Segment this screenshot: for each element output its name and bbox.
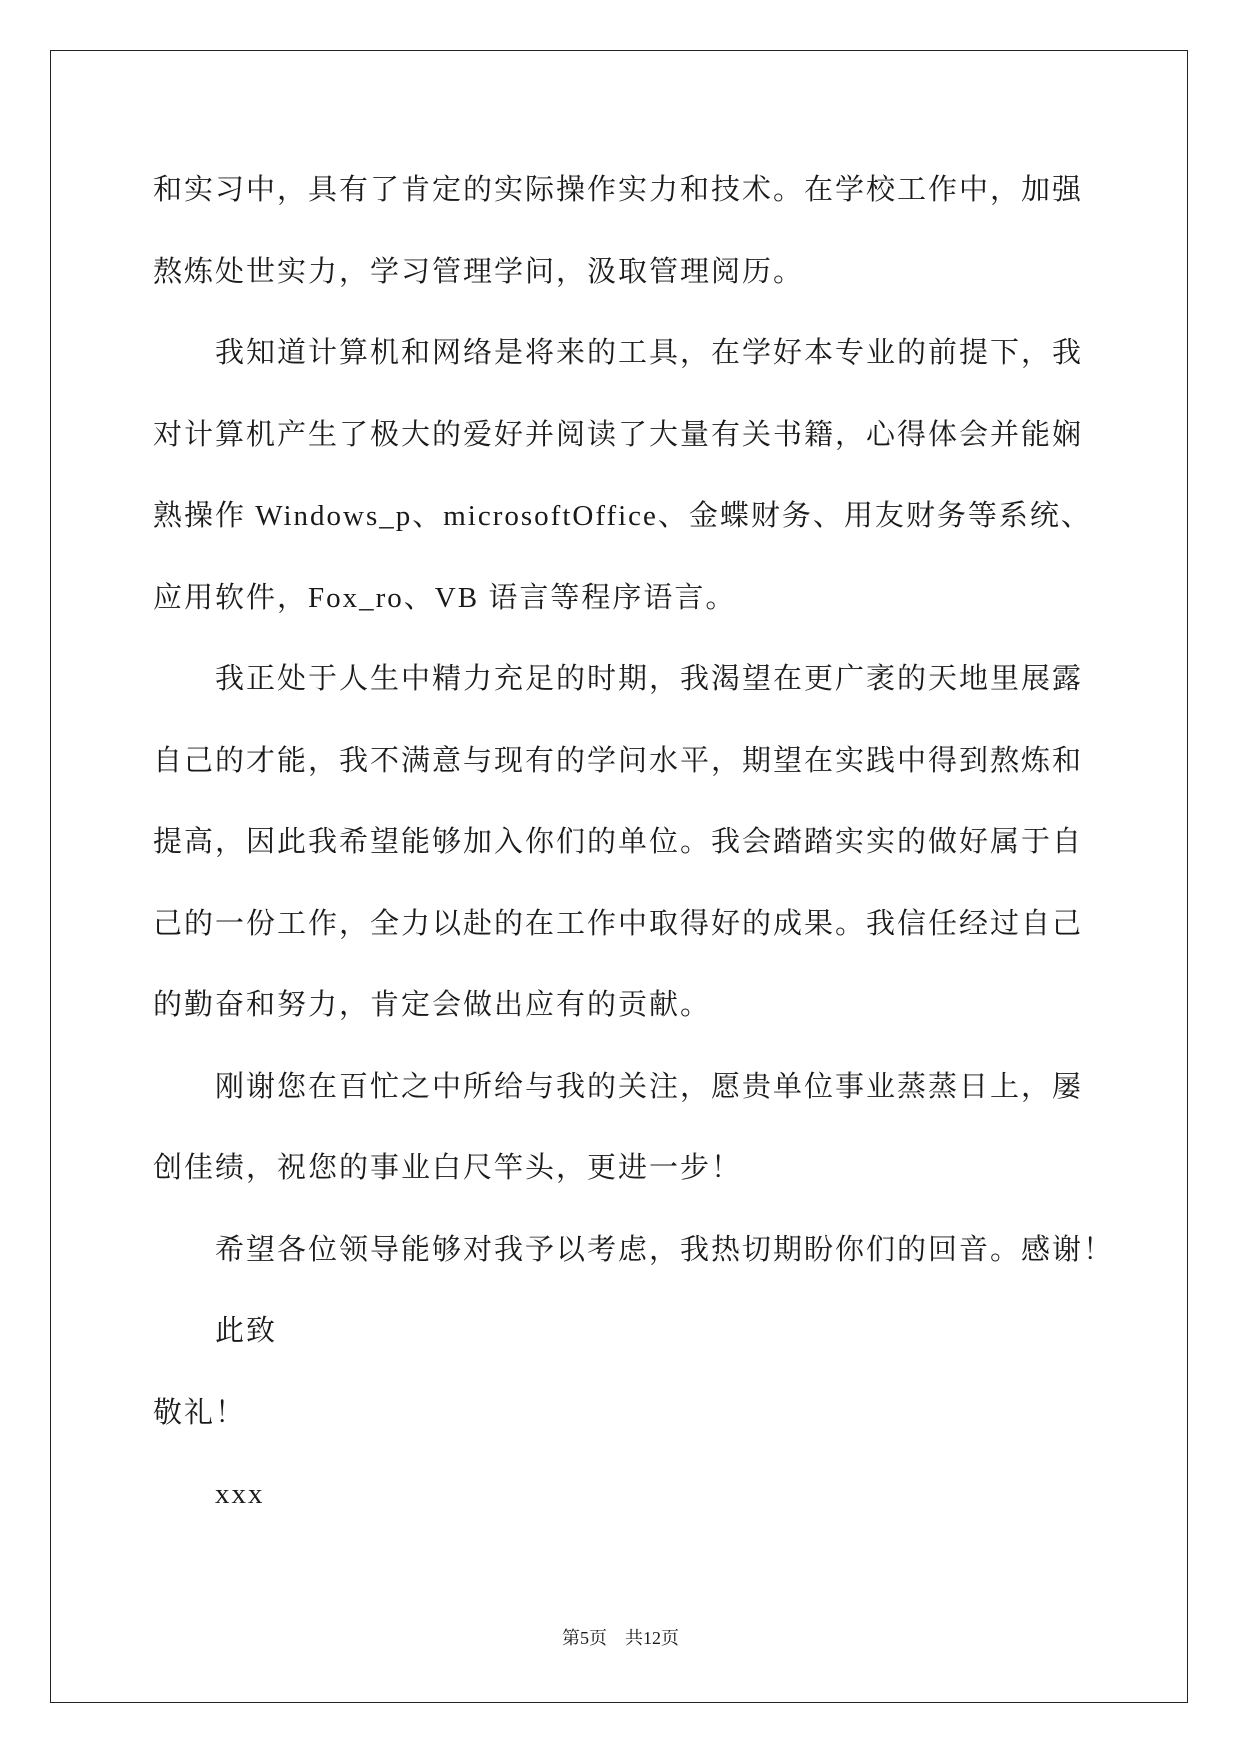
letter-line: 对计算机产生了极大的爱好并阅读了大量有关书籍，心得体会并能娴 (153, 418, 1084, 451)
letter-paragraph (153, 150, 1163, 313)
closing-phrase: 此致 (215, 1315, 278, 1347)
letter-paragraph (153, 313, 1163, 639)
letter-line: 的勤奋和努力，肯定会做出应有的贡献。 (153, 989, 712, 1021)
page-footer (0, 1626, 1241, 1650)
page-number: 第5页 (562, 1628, 607, 1648)
letter-line: 应用软件，Fox_ro、VB 语言等程序语言。 (153, 581, 737, 614)
letter-line: 自己的才能，我不满意与现有的学问水平，期望在实践中得到熬炼和 (153, 744, 1084, 777)
letter-paragraph (153, 639, 1163, 1047)
letter-body (153, 150, 1163, 1536)
letter-line: 熟操作 Windows_p、microsoftOffice、金蝶财务、用友财务等系统、 (153, 500, 1092, 532)
signature-name: xxx (215, 1478, 265, 1510)
page-total: 共12页 (625, 1628, 679, 1648)
letter-line: 我知道计算机和网络是将来的工具，在学好本专业的前提下，我 (215, 337, 1084, 369)
letter-paragraph (153, 1047, 1163, 1210)
letter-line: 我正处于人生中精力充足的时期，我渴望在更广袤的天地里展露 (215, 663, 1084, 695)
letter-paragraph (153, 1210, 1163, 1292)
letter-line: 己的一份工作，全力以赴的在工作中取得好的成果。我信任经过自己 (153, 907, 1084, 940)
letter-line: 希望各位领导能够对我予以考虑，我热切期盼你们的回音。感谢！ (215, 1233, 1115, 1266)
letter-line: 提高，因此我希望能够加入你们的单位。我会踏踏实实的做好属于自 (153, 826, 1084, 858)
salutation: 敬礼！ (153, 1396, 247, 1429)
letter-line: 熬炼处世实力，学习管理学问，汲取管理阅历。 (153, 255, 805, 288)
letter-line: 创佳绩，祝您的事业白尺竿头，更进一步！ (153, 1152, 743, 1184)
letter-line: 刚谢您在百忙之中所给与我的关注，愿贵单位事业蒸蒸日上，屡 (215, 1070, 1084, 1103)
letter-line: 和实习中，具有了肯定的实际操作实力和技术。在学校工作中，加强 (153, 174, 1084, 206)
